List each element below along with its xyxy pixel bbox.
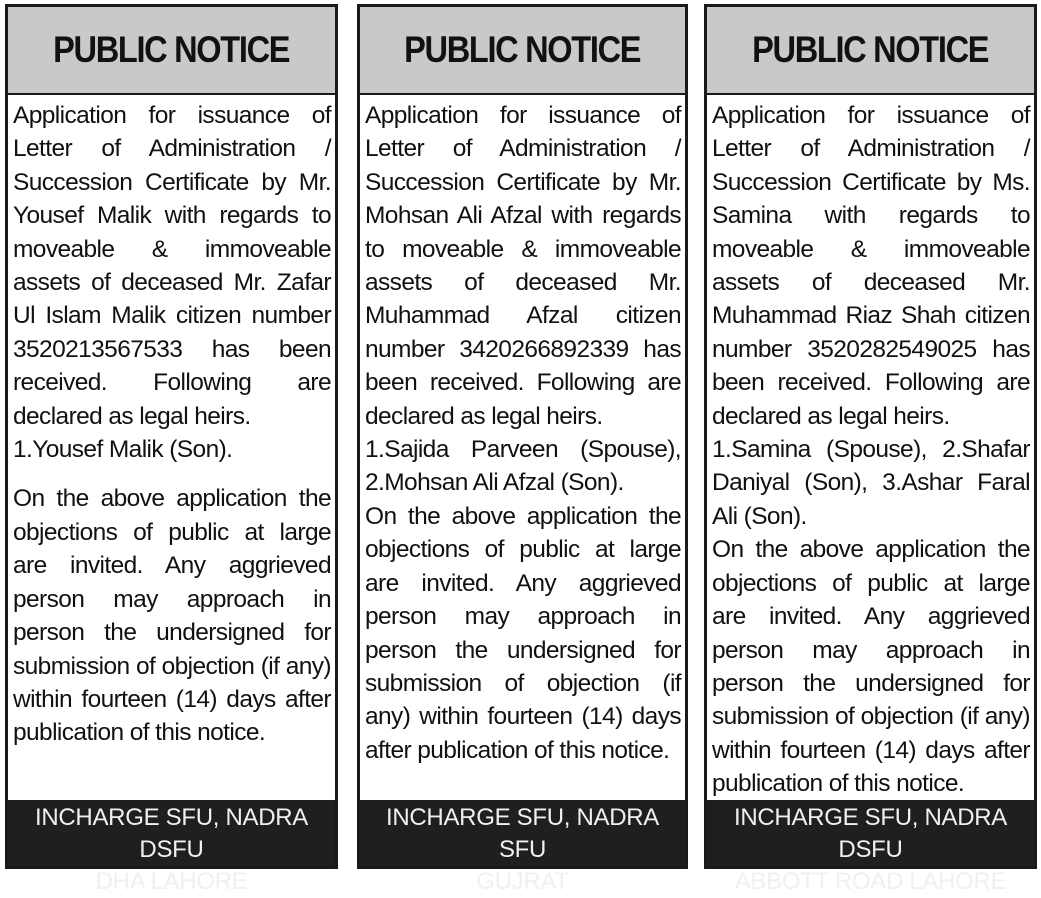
legal-heirs-text: 1.Samina (Spouse), 2.Shafar Daniyal (Son), 3.Ashar Faral Ali (Son). — [712, 436, 1030, 530]
objection-text: On the above application the objections of public at large are invited. Any aggrieved person may approach in person the undersigned for submission of objection (if any) within fourteen (14) days after publication of this notice. — [365, 502, 681, 764]
footer-line-1: INCHARGE SFU, NADRA SFU — [386, 804, 659, 863]
notice-body — [360, 95, 685, 767]
public-notice-2 — [357, 4, 688, 895]
footer-line-2: DHA LAHORE — [95, 868, 248, 895]
notice-body — [8, 95, 335, 750]
notice-heading-box — [707, 7, 1034, 95]
notice-heading: PUBLIC NOTICE — [404, 29, 641, 70]
objection-text: On the above application the objections of public at large are invited. Any aggrieved person may approach in person the undersigned for submission of objection (if any) within fourteen (14) days after publication of this notice. — [13, 485, 331, 747]
notice-heading-box — [360, 7, 685, 95]
application-text: Application for issuance of Letter of Administration / Succession Certificate by Mr. Yousef Malik with regards to moveable & immoveable assets of deceased Mr. Zafar Ul Islam Malik citizen number 3520213567533 has been received. Following are declared as legal heirs. — [13, 102, 331, 430]
footer-line-1: INCHARGE SFU, NADRA DSFU — [35, 804, 308, 863]
notice-footer — [707, 800, 1034, 895]
objection-text: On the above application the objections of public at large are invited. Any aggrieved person may approach in person the undersigned for submission of objection (if any) within fourteen (14) days after publication of this notice. — [712, 536, 1030, 798]
legal-heirs-text: 1.Sajida Parveen (Spouse), 2.Mohsan Ali Afzal (Son). — [365, 436, 681, 497]
notice-heading: PUBLIC NOTICE — [752, 29, 989, 70]
application-text: Application for issuance of Letter of Administration / Succession Certificate by Ms. Samina with regards to moveable & immoveable assets of deceased Mr. Muhammad Riaz Shah citizen number 3520282549025 has been received. Following are declared as legal heirs. — [712, 102, 1030, 430]
public-notice-1 — [5, 4, 338, 895]
notice-body — [707, 95, 1034, 801]
notice-heading: PUBLIC NOTICE — [53, 29, 290, 70]
public-notice-3 — [704, 4, 1037, 895]
footer-line-2: ABBOTT ROAD LAHORE — [734, 868, 1007, 895]
notice-footer — [360, 800, 685, 895]
footer-line-2: GUJRAT — [476, 868, 569, 895]
notice-footer — [8, 800, 335, 895]
footer-line-1: INCHARGE SFU, NADRA DSFU — [734, 804, 1007, 863]
application-text: Application for issuance of Letter of Administration / Succession Certificate by Mr. Mohsan Ali Afzal with regards to moveable & immoveable assets of deceased Mr. Muhammad Afzal citizen number 3420266892339 has been received. Following are declared as legal heirs. — [365, 102, 681, 430]
legal-heirs-text: 1.Yousef Malik (Son). — [13, 436, 233, 464]
notice-heading-box — [8, 7, 335, 95]
